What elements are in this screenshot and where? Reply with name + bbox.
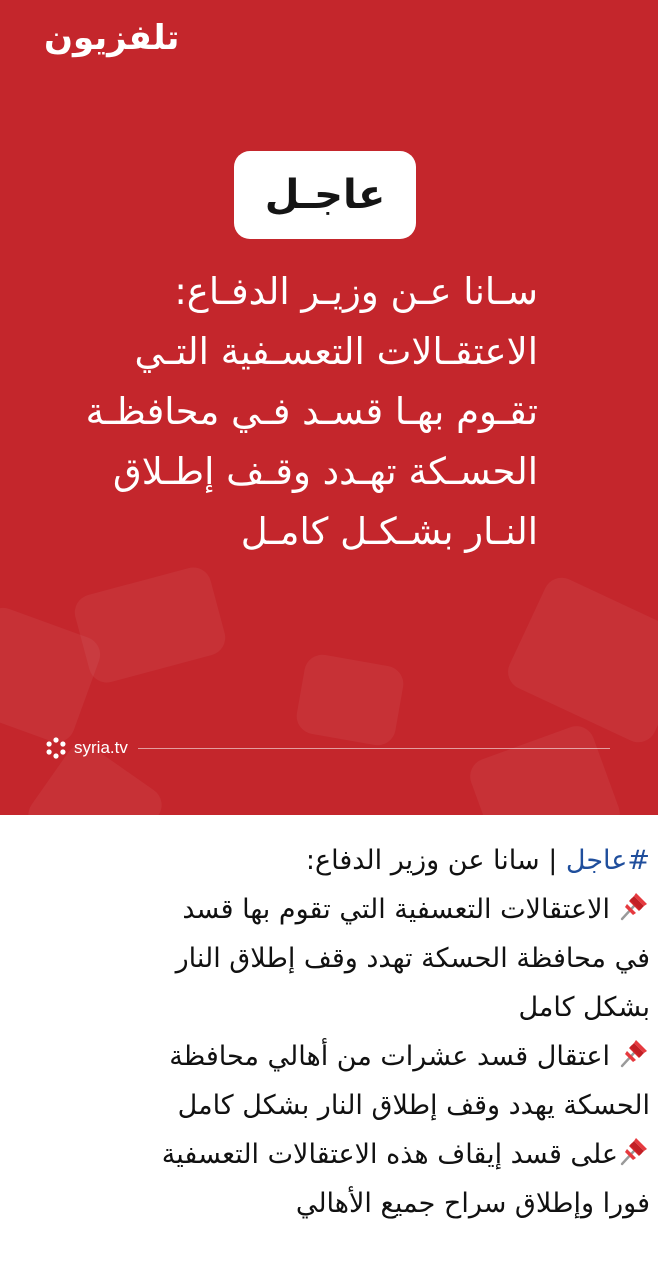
footer-brand xyxy=(44,736,128,760)
pushpin-icon xyxy=(618,1135,650,1167)
pushpin-icon xyxy=(618,890,650,922)
headline-line: النـار بشـكـل كامـل xyxy=(240,510,538,553)
caption-line xyxy=(14,836,650,885)
caption-text: على قسد إيقاف هذه الاعتقالات التعسفية xyxy=(161,1139,618,1170)
brand-text: syria.tv xyxy=(74,738,128,757)
breaking-badge: عاجـل xyxy=(234,151,416,239)
background-shape xyxy=(465,721,625,815)
tv-logo: تلفزيون xyxy=(44,18,180,58)
headline-line: الاعتقـالات التعسـفية التـي xyxy=(134,330,538,373)
caption-line xyxy=(14,885,650,934)
hashtag-link[interactable]: #عاجل xyxy=(565,845,650,876)
caption-line xyxy=(14,1032,650,1081)
caption-line: الحسكة يهدد وقف إطلاق النار بشكل كامل xyxy=(177,1090,650,1121)
caption-text: اعتقال قسد عشرات من أهالي محافظة xyxy=(169,1041,610,1072)
caption-line xyxy=(14,1130,650,1179)
headline-line: تقـوم بهـا قسـد فـي محافظـة xyxy=(85,390,538,433)
caption-line: فورا وإطلاق سراح جميع الأهالي xyxy=(295,1188,650,1219)
post-caption xyxy=(14,836,650,1228)
background-shape xyxy=(294,652,406,748)
caption-line: بشكل كامل xyxy=(518,992,650,1023)
caption-text: الاعتقالات التعسفية التي تقوم بها قسد xyxy=(182,894,610,925)
caption-text: | سانا عن وزير الدفاع: xyxy=(305,845,566,876)
pushpin-icon xyxy=(618,1037,650,1069)
background-shape xyxy=(71,563,230,686)
headline-line: الحسـكة تهـدد وقـف إطـلاق xyxy=(113,450,538,493)
background-shape xyxy=(502,572,658,748)
headline xyxy=(85,262,538,562)
brand-flower-icon xyxy=(44,736,68,760)
footer-divider xyxy=(138,748,610,749)
caption-line: في محافظة الحسكة تهدد وقف إطلاق النار xyxy=(175,943,650,974)
headline-line: سـانا عـن وزيـر الدفـاع: xyxy=(174,270,538,313)
